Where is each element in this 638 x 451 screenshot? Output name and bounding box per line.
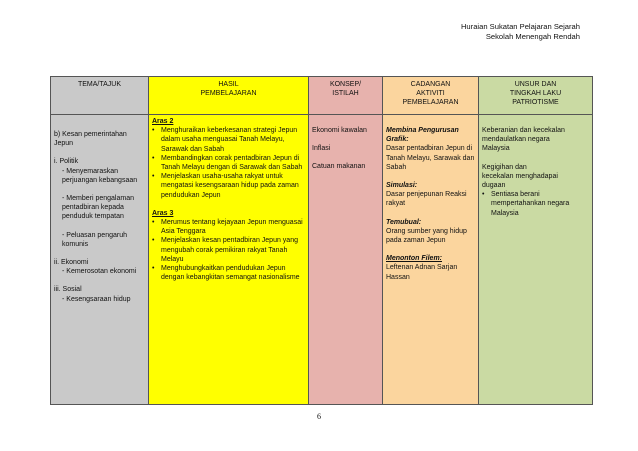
- list-item: • Membandingkan corak pentadbiran Jepun di Tanah Melayu dengan di Sarawak dan Sabah: [152, 154, 305, 172]
- header-unsur: [479, 77, 593, 115]
- cadangan-heading-4: Menonton Filem:: [386, 255, 442, 263]
- syllabus-table: [50, 76, 593, 405]
- tema-politik-b: - Memberi pengalaman pentadbiran kepada penduduk tempatan: [62, 195, 134, 221]
- cell-unsur: [479, 115, 593, 405]
- header-line-1: Huraian Sukatan Pelajaran Sejarah: [460, 22, 580, 31]
- aras-3-item-1: Merumus tentang kejayaan Jepun menguasai Asia Tenggara: [161, 219, 303, 236]
- header-unsur-text: UNSUR DAN TINGKAH LAKU PATRIOTISME: [509, 81, 562, 107]
- tema-politik: i. Politik: [54, 158, 79, 166]
- header-konsep-text: KONSEP/ ISTILAH: [329, 81, 362, 98]
- aras-3-item-3: Menghubungkaitkan pendudukan Jepun dengan kebangkitan semangat nasionalisme: [161, 265, 300, 282]
- cadangan-heading-2: Simulasi:: [386, 182, 418, 190]
- tema-ekonomi-a: - Kemerosotan ekonomi: [62, 268, 137, 276]
- cell-tema: [51, 115, 149, 405]
- tema-sosial: iii. Sosial: [54, 286, 82, 294]
- cell-konsep: [309, 115, 383, 405]
- aras-3-item-2: Menjelaskan kesan pentadbiran Jepun yang mengubah corak pemikiran rakyat Tanah Melayu: [161, 237, 298, 263]
- tema-sosial-a: - Kesengsaraan hidup: [62, 295, 131, 303]
- cadangan-text-2: Dasar penjepunan Reaksi rakyat: [386, 191, 467, 208]
- aras-2-item-3: Menjelaskan usaha-usaha rakyat untuk mengatasi kesengsaraan hidup pada zaman pendudukan Jepun: [161, 173, 299, 199]
- konsep-item-3: Catuan makanan: [312, 163, 366, 171]
- list-item: • Menjelaskan usaha-usaha rakyat untuk mengatasi kesengsaraan hidup pada zaman pendudukan Jepun: [152, 172, 305, 200]
- header-hasil-text: HASIL PEMBELAJARAN: [200, 81, 257, 98]
- cadangan-heading-3: Temubual:: [386, 218, 422, 226]
- list-item: • Menghuraikan keberkesanan strategi Jepun dalam usaha menguasai Tanah Melayu, Sarawak dan Sabah: [152, 126, 305, 154]
- cadangan-text-4: Leftenan Adnan Sarjan Hassan: [386, 264, 458, 281]
- list-item: • Menghubungkaitkan pendudukan Jepun dengan kebangkitan semangat nasionalisme: [152, 264, 305, 282]
- tema-politik-c: - Peluasan pengaruh komunis: [62, 231, 127, 248]
- list-item: • Menjelaskan kesan pentadbiran Jepun yang mengubah corak pemikiran rakyat Tanah Melayu: [152, 236, 305, 264]
- list-item: • Sentiasa berani mempertahankan negara Malaysia: [482, 190, 589, 218]
- header-konsep: [309, 77, 383, 115]
- cadangan-heading-1: Membina Pengurusan Grafik:: [386, 127, 459, 144]
- header-line-2: Sekolah Menengah Rendah: [485, 32, 580, 41]
- page-number: 6: [317, 412, 321, 421]
- document-header: [461, 22, 580, 42]
- konsep-item-2: Inflasi: [312, 145, 331, 153]
- unsur-bullet: Sentiasa berani mempertahankan negara Malaysia: [491, 191, 570, 217]
- cell-hasil: [149, 115, 309, 405]
- tema-title: b) Kesan pemerintahan Jepun: [54, 131, 127, 148]
- cadangan-text-1: Dasar pentadbiran Jepun di Tanah Melayu, Sarawak dan Sabah: [386, 145, 475, 171]
- konsep-item-1: Ekonomi kawalan: [312, 127, 367, 134]
- unsur-para-1: Keberanian dan kecekalan mendaulatkan negara Malaysia: [482, 127, 565, 153]
- list-item: • Merumus tentang kejayaan Jepun menguasai Asia Tenggara: [152, 218, 305, 236]
- table-body-row: [51, 115, 593, 405]
- tema-ekonomi: ii. Ekonomi: [54, 259, 89, 267]
- header-cadangan-text: CADANGAN AKTIVITI PEMBELAJARAN: [402, 81, 459, 107]
- aras-2-item-2: Membandingkan corak pentadbiran Jepun di Tanah Melayu dengan di Sarawak dan Sabah: [161, 154, 303, 172]
- cadangan-text-3: Orang sumber yang hidup pada zaman Jepun: [386, 227, 467, 245]
- unsur-para-2: Kegigihan dan kecekalan menghadapai dugaan: [482, 163, 558, 190]
- table-header-row: [51, 77, 593, 115]
- aras-2-item-1: Menghuraikan keberkesanan strategi Jepun dalam usaha menguasai Tanah Melayu, Sarawak dan Sabah: [161, 127, 298, 153]
- header-hasil: [149, 77, 309, 115]
- aras-3-label: Aras 3: [152, 209, 174, 217]
- header-tema: TEMA/TAJUK: [51, 77, 149, 115]
- tema-politik-a: - Menyemaraskan perjuangan kebangsaan: [62, 167, 138, 184]
- cell-cadangan: [383, 115, 479, 405]
- aras-2-label: Aras 2: [152, 118, 174, 125]
- header-cadangan: [383, 77, 479, 115]
